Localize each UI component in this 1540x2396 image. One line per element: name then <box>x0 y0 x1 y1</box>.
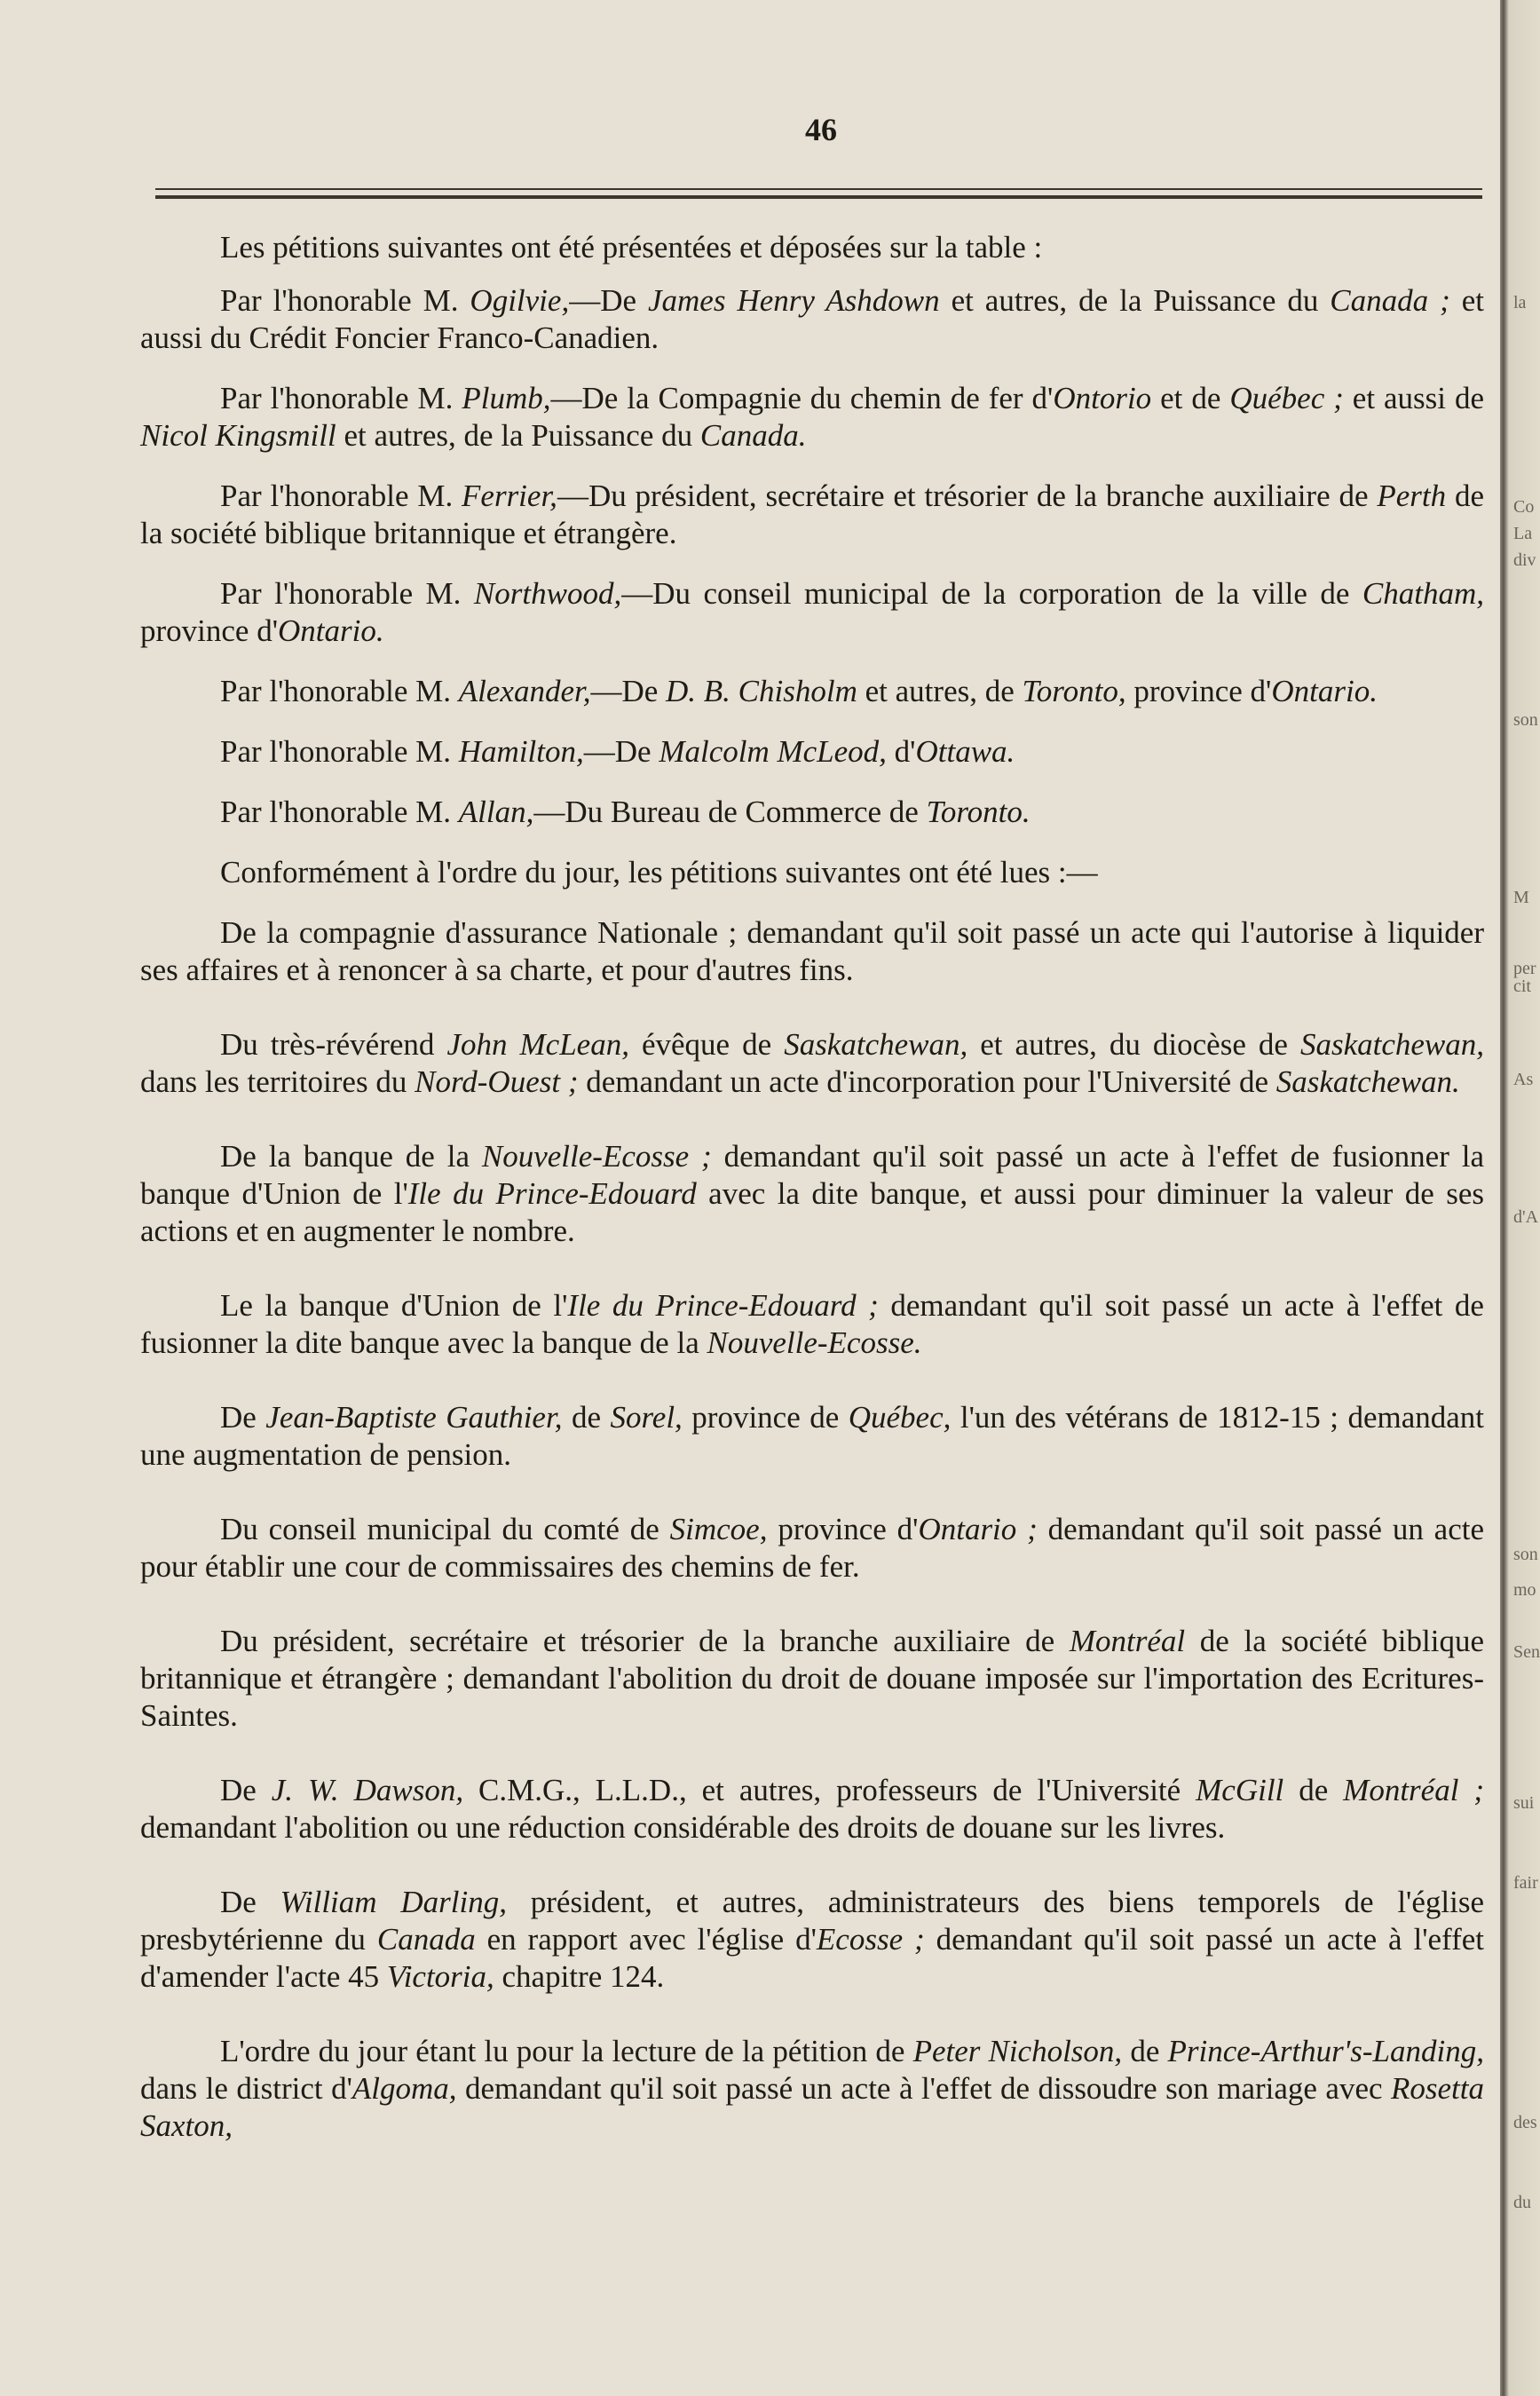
paragraph-nouvelle-ecosse-segment: demandant qu'il soit passé un acte à l'effet de fusionner la banque d'Union de l' <box>140 1139 1484 1211</box>
margin-fragment: Co <box>1513 497 1535 517</box>
paragraph-hamilton-segment: Malcolm McLeod, <box>659 734 887 769</box>
paragraph-darling-segment: William Darling, <box>280 1885 507 1919</box>
paragraph-darling <box>140 1884 1484 1996</box>
paragraph-darling-segment: demandant qu'il soit passé un acte à l'effet d'amender l'acte 45 <box>140 1922 1484 1994</box>
margin-fragment: du <box>1513 2193 1531 2212</box>
paragraph-ordre-segment: Conformément à l'ordre du jour, les pétitions suivantes ont été lues :— <box>220 855 1098 890</box>
paragraph-gauthier-segment: Québec, <box>848 1400 952 1435</box>
margin-fragment: mo <box>1513 1580 1536 1600</box>
paragraph-gauthier-segment: Jean-Baptiste Gauthier, <box>265 1400 563 1435</box>
paragraph-mclean-segment: Saskatchewan. <box>1275 1064 1460 1099</box>
paragraph-ogilvie-segment: et aussi du Crédit Foncier Franco-Canadien. <box>140 283 1485 355</box>
paragraph-dawson <box>140 1772 1484 1846</box>
paragraph-alexander-segment: —De <box>590 674 667 708</box>
paragraph-ogilvie-segment: et autres, de la Puissance du <box>939 283 1331 318</box>
paragraph-ferrier-segment: Ferrier, <box>462 478 557 513</box>
paragraph-union <box>140 1287 1484 1362</box>
paragraph-alexander-segment: D. B. Chisholm <box>666 674 857 708</box>
margin-fragment: div <box>1513 550 1536 570</box>
paragraph-dawson-segment: demandant l'abolition ou une réduction considérable des droits de douane sur les livres. <box>140 1810 1226 1845</box>
paragraph-gauthier-segment: l'un des vétérans de 1812-15 ; demandant une augmentation de pension. <box>140 1400 1485 1472</box>
margin-fragment: As <box>1513 1070 1534 1089</box>
paragraph-ogilvie <box>140 282 1484 357</box>
paragraph-intro <box>140 229 1484 266</box>
paragraph-hamilton-segment: Hamilton, <box>458 734 584 769</box>
paragraph-plumb-segment: Canada. <box>699 418 807 453</box>
paragraph-mclean-segment: Saskatchewan, <box>784 1027 968 1062</box>
paragraph-union-segment: Nouvelle-Ecosse. <box>707 1325 922 1360</box>
paragraph-alexander-segment: Ontario. <box>1271 674 1378 708</box>
paragraph-mclean-segment: John McLean, <box>446 1027 629 1062</box>
paragraph-northwood-segment: Ontario. <box>278 613 384 648</box>
paragraph-ordre <box>140 854 1484 891</box>
paragraph-hamilton <box>140 733 1484 771</box>
margin-fragment: La <box>1513 524 1533 543</box>
paragraph-alexander-segment: Toronto, <box>1022 674 1126 708</box>
paragraph-nouvelle-ecosse-segment: avec la dite banque, et aussi pour diminuer la valeur de ses actions et en augmenter le nombre. <box>140 1176 1484 1248</box>
paragraph-gauthier-segment: province de <box>682 1400 849 1435</box>
paragraph-ogilvie-segment: Ogilvie, <box>470 283 570 318</box>
paragraph-ogilvie-segment: James Henry Ashdown <box>648 283 940 318</box>
paragraph-dawson-segment: J. W. Dawson, <box>271 1773 464 1807</box>
paragraph-simcoe-segment: Ontario ; <box>918 1512 1038 1546</box>
header-rule-thin <box>155 188 1482 190</box>
paragraph-montreal-segment: de la société biblique britannique et étrangère ; demandant l'abolition du droit de douane imposée sur l'importation des Ecritures-Saintes. <box>140 1624 1484 1733</box>
paragraph-darling-segment: Victoria, <box>386 1959 494 1994</box>
margin-fragment: sui <box>1513 1793 1535 1813</box>
paragraph-montreal-segment: Du président, secrétaire et trésorier de la branche auxiliaire de <box>220 1624 1070 1658</box>
paragraph-plumb-segment: Nicol Kingsmill <box>140 418 336 453</box>
paragraph-darling-segment: Canada <box>376 1922 476 1957</box>
paragraph-darling-segment: De <box>220 1885 280 1919</box>
paragraph-intro-segment: Les pétitions suivantes ont été présentées et déposées sur la table : <box>220 230 1043 265</box>
paragraph-nouvelle-ecosse <box>140 1138 1484 1250</box>
paragraph-plumb-segment: Québec ; <box>1229 381 1344 415</box>
paragraph-dawson-segment: McGill <box>1196 1773 1284 1807</box>
margin-fragment: des <box>1513 2113 1537 2132</box>
adjacent-page-edge <box>1500 0 1540 2396</box>
paragraph-northwood-segment: Par l'honorable M. <box>220 576 474 611</box>
paragraph-simcoe-segment: province d' <box>767 1512 919 1546</box>
paragraph-northwood-segment: province d' <box>140 613 279 648</box>
paragraph-ogilvie-segment: —De <box>569 283 648 318</box>
paragraph-ferrier-segment: Par l'honorable M. <box>220 478 462 513</box>
paragraph-montreal-segment: Montréal <box>1069 1624 1186 1658</box>
header-rule-thick <box>155 195 1482 199</box>
paragraph-dawson-segment: de <box>1283 1773 1344 1807</box>
paragraph-dawson-segment: De <box>220 1773 272 1807</box>
paragraph-alexander-segment: province d' <box>1125 674 1272 708</box>
paragraph-mclean-segment: dans les territoires du <box>140 1064 415 1099</box>
paragraph-simcoe-segment: Du conseil municipal du comté de <box>220 1512 670 1546</box>
paragraph-gauthier-segment: de <box>562 1400 611 1435</box>
paragraph-dawson-segment: Montréal ; <box>1343 1773 1485 1807</box>
paragraph-alexander-segment: Par l'honorable M. <box>220 674 459 708</box>
paragraph-plumb-segment: et de <box>1151 381 1230 415</box>
paragraph-mclean-segment: Saskatchewan, <box>1299 1027 1485 1062</box>
paragraph-ogilvie-segment: Canada ; <box>1330 283 1450 318</box>
margin-fragment: d'A <box>1513 1207 1539 1227</box>
paragraph-nationale-segment: De la compagnie d'assurance Nationale ; demandant qu'il soit passé un acte qui l'autorise à liquider ses affaires et à renoncer à sa charte, et pour d'autres fins. <box>140 915 1484 987</box>
paragraph-nouvelle-ecosse-segment: Nouvelle-Ecosse ; <box>481 1139 712 1174</box>
paragraph-simcoe <box>140 1511 1484 1585</box>
paragraph-nicholson-segment: L'ordre du jour étant lu pour la lecture de la pétition de <box>220 2034 913 2068</box>
paragraph-ogilvie-segment: Par l'honorable M. <box>220 283 470 318</box>
paragraph-gauthier-segment: De <box>220 1400 266 1435</box>
page-number: 46 <box>805 112 837 147</box>
margin-fragment: la <box>1513 293 1527 312</box>
paragraph-simcoe-segment: Simcoe, <box>669 1512 768 1546</box>
paragraph-nouvelle-ecosse-segment: Ile du Prince-Edouard <box>407 1176 697 1211</box>
paragraph-mclean-segment: Nord-Ouest ; <box>415 1064 579 1099</box>
paragraph-nicholson-segment: de <box>1122 2034 1168 2068</box>
paragraph-mclean <box>140 1026 1484 1101</box>
paragraph-alexander <box>140 673 1484 710</box>
margin-fragment: son <box>1513 710 1538 730</box>
paragraph-gauthier <box>140 1399 1484 1474</box>
paragraph-nicholson-segment: Rosetta Saxton, <box>140 2071 1484 2143</box>
paragraph-plumb-segment: Par l'honorable M. <box>220 381 462 415</box>
paragraph-plumb <box>140 380 1484 455</box>
paragraph-ferrier <box>140 478 1484 552</box>
paragraph-nicholson-segment: Prince-Arthur's-Landing, <box>1167 2034 1484 2068</box>
paragraph-union-segment: Ile du Prince-Edouard ; <box>567 1288 879 1323</box>
paragraph-northwood-segment: Northwood, <box>473 576 622 611</box>
paragraph-ferrier-segment: de la société biblique britannique et étrangère. <box>140 478 1484 550</box>
paragraph-allan <box>140 794 1484 831</box>
paragraph-nicholson-segment: demandant qu'il soit passé un acte à l'effet de dissoudre son mariage avec <box>456 2071 1391 2106</box>
margin-fragment: fair <box>1513 1873 1538 1893</box>
margin-fragment: cit <box>1513 977 1531 996</box>
margin-fragment: per <box>1513 959 1536 978</box>
paragraph-darling-segment: président, et autres, administrateurs des biens temporels de l'église presbytérienne du <box>140 1885 1484 1957</box>
paragraph-plumb-segment: Plumb, <box>462 381 551 415</box>
paragraph-plumb-segment: et autres, de la Puissance du <box>336 418 700 453</box>
paragraph-allan-segment: Allan, <box>458 795 534 829</box>
paragraph-dawson-segment: C.M.G., L.L.D., et autres, professeurs de l'Université <box>463 1773 1196 1807</box>
paragraph-hamilton-segment: —De <box>583 734 659 769</box>
paragraph-darling-segment: chapitre 124. <box>494 1959 665 1994</box>
paragraph-union-segment: Le la banque d'Union de l' <box>220 1288 568 1323</box>
paragraph-plumb-segment: et aussi de <box>1343 381 1484 415</box>
paragraph-simcoe-segment: demandant qu'il soit passé un acte pour établir une cour de commissaires des chemins de fer. <box>140 1512 1485 1584</box>
paragraph-plumb-segment: —De la Compagnie du chemin de fer d' <box>550 381 1054 415</box>
paragraph-gauthier-segment: Sorel, <box>610 1400 683 1435</box>
paragraph-darling-segment: en rapport avec l'église d' <box>475 1922 817 1957</box>
paragraph-plumb-segment: Ontorio <box>1053 381 1152 415</box>
paragraph-mclean-segment: Du très-révérend <box>220 1027 447 1062</box>
paragraph-mclean-segment: demandant un acte d'incorporation pour l'Université de <box>578 1064 1276 1099</box>
paragraph-mclean-segment: évêque de <box>628 1027 785 1062</box>
paragraph-hamilton-segment: Par l'honorable M. <box>220 734 459 769</box>
paragraph-mclean-segment: et autres, du diocèse de <box>967 1027 1300 1062</box>
paragraph-ferrier-segment: Perth <box>1377 478 1447 513</box>
paragraph-ferrier-segment: —Du président, secrétaire et trésorier de la branche auxiliaire de <box>557 478 1378 513</box>
margin-fragment: son <box>1513 1545 1538 1564</box>
paragraph-allan-segment: Toronto. <box>926 795 1031 829</box>
paragraph-nicholson-segment: Peter Nicholson, <box>912 2034 1123 2068</box>
paragraph-nicholson-segment: Algoma, <box>351 2071 457 2106</box>
paragraph-northwood-segment: Chatham, <box>1362 576 1484 611</box>
paragraph-alexander-segment: Alexander, <box>458 674 591 708</box>
paragraph-northwood <box>140 575 1484 650</box>
paragraph-alexander-segment: et autres, de <box>857 674 1023 708</box>
paragraph-hamilton-segment: d' <box>886 734 916 769</box>
paragraph-allan-segment: Par l'honorable M. <box>220 795 459 829</box>
paragraph-nicholson <box>140 2033 1484 2145</box>
paragraph-northwood-segment: —Du conseil municipal de la corporation de la ville de <box>621 576 1362 611</box>
paragraph-union-segment: demandant qu'il soit passé un acte à l'effet de fusionner la dite banque avec la banque de la <box>140 1288 1484 1360</box>
paragraph-hamilton-segment: Ottawa. <box>915 734 1015 769</box>
paragraph-nationale <box>140 914 1484 989</box>
margin-fragment: M <box>1513 888 1529 907</box>
margin-fragment: Sen <box>1513 1642 1540 1662</box>
paragraph-nicholson-segment: dans le district d' <box>140 2071 352 2106</box>
paragraph-darling-segment: Ecosse ; <box>816 1922 925 1957</box>
paragraph-nouvelle-ecosse-segment: De la banque de la <box>220 1139 482 1174</box>
paragraph-allan-segment: —Du Bureau de Commerce de <box>533 795 927 829</box>
journal-body <box>140 229 1484 2145</box>
paragraph-montreal <box>140 1623 1484 1735</box>
